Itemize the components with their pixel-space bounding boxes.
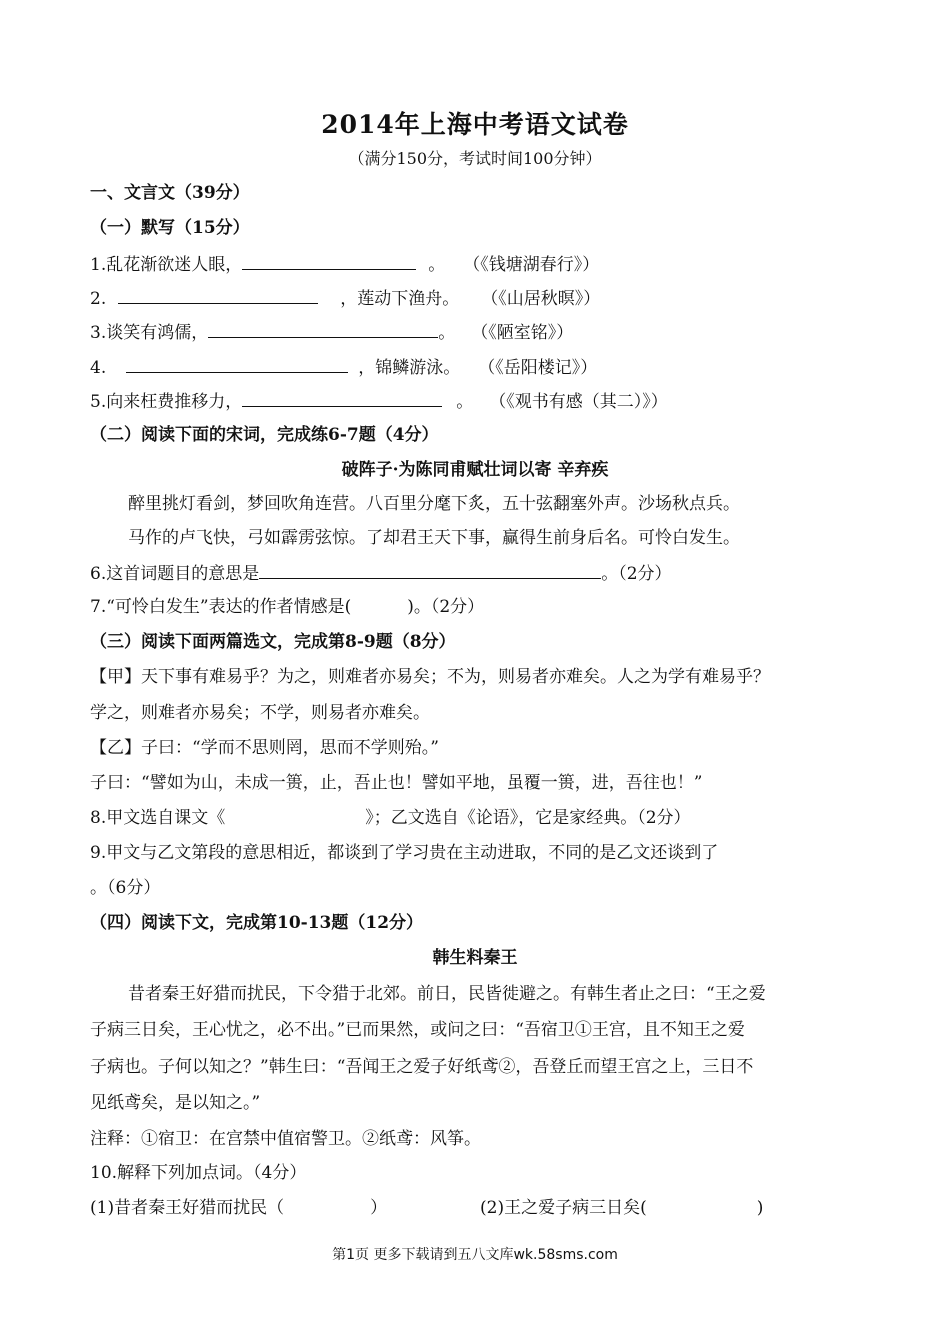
question-3: 3.谈笑有鸿儒， 。 （《陋室铭》） (90, 319, 573, 345)
notes: 注释：①宿卫：在宫禁中值宿警卫。②纸鸢：风筝。 (90, 1129, 481, 1149)
question-8: 8.甲文选自课文《 》；乙文选自《论语》，它是家经典。（2分） (90, 808, 691, 828)
question-10-2: (2)王之爱子病三日矣( ) (480, 1198, 764, 1218)
q1-source: （《钱塘湖春行》） (463, 255, 600, 275)
poem-title: 破阵子·为陈同甫赋壮词以寄 辛弃疾 (341, 460, 609, 480)
part-1-heading: （一）默写（15分） (90, 218, 250, 238)
passage-yi-line-1: 【乙】子曰：“学而不思则罔，思而不学则殆。” (90, 738, 439, 758)
question-10-1: (1)昔者秦王好猎而扰民（ ） (90, 1198, 388, 1218)
question-1: 1.乱花渐欲迷人眼， 。 （《钱塘湖春行》） (90, 251, 599, 277)
exam-info: （满分150分，考试时间100分钟） (348, 149, 602, 168)
q4-blank (126, 354, 348, 373)
q1-prefix: 1.乱花渐欲迷人眼， (90, 255, 243, 275)
question-9-line-1: 9.甲文与乙文第段的意思相近，都谈到了学习贵在主动进取，不同的是乙文还谈到了 (90, 843, 719, 863)
question-2: 2. ，莲动下渔舟。 （《山居秋暝》） (90, 285, 600, 311)
part-3-heading: （三）阅读下面两篇选文，完成第8-9题（8分） (90, 632, 456, 652)
q4-source: （《岳阳楼记》） (478, 358, 598, 378)
story-line-3: 子病也。子何以知之？”韩生曰：“吾闻王之爱子好纸鸢②，吾登丘而望王宫之上，三日不 (90, 1057, 754, 1077)
q5-blank (242, 388, 442, 407)
story-title: 韩生料秦王 (432, 948, 518, 968)
page-title: 2014年上海中考语文试卷 (321, 110, 629, 139)
section-1-heading: 一、文言文（39分） (90, 183, 250, 203)
passage-jia-line-2: 学之，则难者亦易矣；不学，则易者亦难矣。 (90, 703, 430, 723)
part-2-heading: （二）阅读下面的宋词，完成练6-7题（4分） (90, 425, 439, 445)
story-line-2: 子病三日矣，王心忧之，必不出。”已而果然，或问之曰：“吾宿卫①王宫，且不知王之爱 (90, 1020, 745, 1040)
question-10: 10.解释下列加点词。（4分） (90, 1163, 307, 1183)
story-line-4: 见纸鸢矣，是以知之。” (90, 1093, 261, 1113)
question-9-line-2: 。（6分） (90, 878, 161, 898)
q1-blank (242, 251, 416, 270)
q2-blank (118, 285, 318, 304)
q3-source: （《陋室铭》） (471, 323, 574, 343)
q2-source: （《山居秋暝》） (481, 289, 601, 309)
question-5: 5.向来枉费推移力， 。 （《观书有感（其二）》） (90, 388, 668, 414)
q6-blank (259, 560, 601, 579)
poem-line-1: 醉里挑灯看剑，梦回吹角连营。八百里分麾下炙，五十弦翻塞外声。沙场秋点兵。 (128, 494, 740, 514)
question-6: 6.这首词题目的意思是 。（2分） (90, 560, 672, 586)
passage-jia-line-1: 【甲】天下事有难易乎？为之，则难者亦易矣；不为，则易者亦难矣。人之为学有难易乎？ (90, 667, 770, 687)
q3-blank (208, 319, 438, 338)
page-footer: 第1页 更多下载请到五八文库wk.58sms.com (332, 1247, 618, 1263)
story-line-1: 昔者秦王好猎而扰民，下令猎于北郊。前日，民皆徙避之。有韩生者止之曰：“王之爱 (128, 984, 766, 1004)
part-4-heading: （四）阅读下文，完成第10-13题（12分） (90, 913, 424, 933)
question-7: 7.“可怜白发生”表达的作者情感是( )。（2分） (90, 597, 485, 617)
question-4: 4. ，锦鳞游泳。 （《岳阳楼记》） (90, 354, 597, 380)
poem-line-2: 马作的卢飞快，弓如霹雳弦惊。了却君王天下事，赢得生前身后名。可怜白发生。 (128, 528, 740, 548)
passage-yi-line-2: 子曰：“譬如为山，未成一篑，止，吾止也！譬如平地，虽覆一篑，进，吾往也！” (90, 773, 703, 793)
q5-source: （《观书有感（其二）》） (489, 392, 668, 412)
